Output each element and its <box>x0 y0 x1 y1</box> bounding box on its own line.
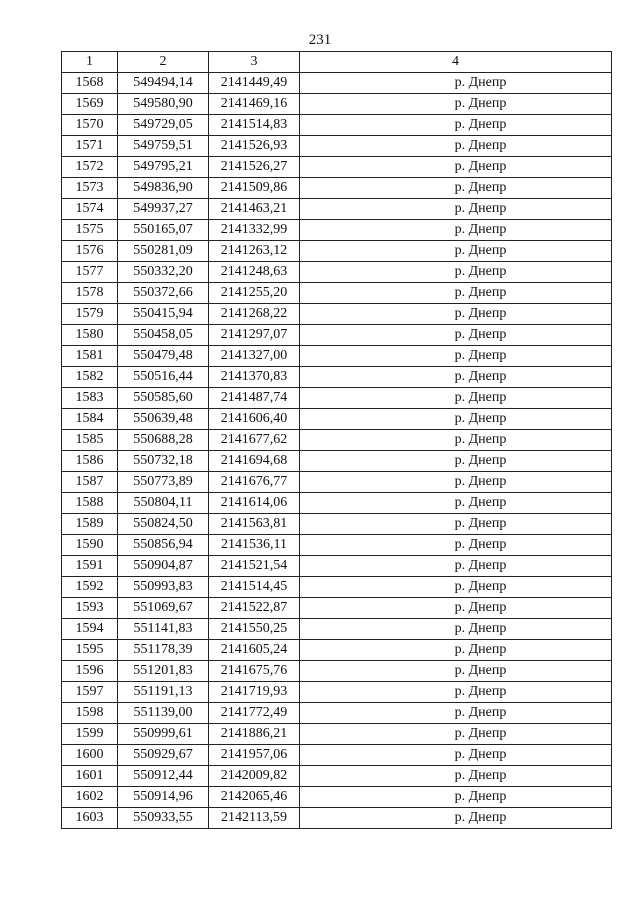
table-row <box>62 724 612 745</box>
description-cell: р. Днепр <box>300 325 612 346</box>
table-row <box>62 241 612 262</box>
x-coordinate-cell: 550516,44 <box>118 367 209 388</box>
row-number-cell: 1593 <box>62 598 118 619</box>
y-coordinate-cell: 2142065,46 <box>209 787 300 808</box>
description-cell: р. Днепр <box>300 283 612 304</box>
description-cell: р. Днепр <box>300 535 612 556</box>
y-coordinate-cell: 2141514,83 <box>209 115 300 136</box>
x-coordinate-cell: 551069,67 <box>118 598 209 619</box>
y-coordinate-cell: 2141719,93 <box>209 682 300 703</box>
row-number-cell: 1587 <box>62 472 118 493</box>
row-number-cell: 1569 <box>62 94 118 115</box>
table-row <box>62 409 612 430</box>
table-body <box>62 73 612 829</box>
table-row <box>62 136 612 157</box>
y-coordinate-cell: 2141332,99 <box>209 220 300 241</box>
description-cell: р. Днепр <box>300 136 612 157</box>
x-coordinate-cell: 549729,05 <box>118 115 209 136</box>
x-coordinate-cell: 549795,21 <box>118 157 209 178</box>
y-coordinate-cell: 2142113,59 <box>209 808 300 829</box>
y-coordinate-cell: 2141469,16 <box>209 94 300 115</box>
row-number-cell: 1576 <box>62 241 118 262</box>
row-number-cell: 1586 <box>62 451 118 472</box>
description-cell: р. Днепр <box>300 745 612 766</box>
y-coordinate-cell: 2141676,77 <box>209 472 300 493</box>
description-cell: р. Днепр <box>300 220 612 241</box>
description-cell: р. Днепр <box>300 682 612 703</box>
table-row <box>62 325 612 346</box>
x-coordinate-cell: 550999,61 <box>118 724 209 745</box>
row-number-cell: 1585 <box>62 430 118 451</box>
y-coordinate-cell: 2141263,12 <box>209 241 300 262</box>
y-coordinate-cell: 2141255,20 <box>209 283 300 304</box>
table-row <box>62 787 612 808</box>
table-row <box>62 115 612 136</box>
y-coordinate-cell: 2141327,00 <box>209 346 300 367</box>
row-number-cell: 1595 <box>62 640 118 661</box>
description-cell: р. Днепр <box>300 514 612 535</box>
table-row <box>62 430 612 451</box>
table-row <box>62 766 612 787</box>
x-coordinate-cell: 549759,51 <box>118 136 209 157</box>
description-cell: р. Днепр <box>300 178 612 199</box>
x-coordinate-cell: 551141,83 <box>118 619 209 640</box>
x-coordinate-cell: 550904,87 <box>118 556 209 577</box>
row-number-cell: 1581 <box>62 346 118 367</box>
y-coordinate-cell: 2141509,86 <box>209 178 300 199</box>
table-row <box>62 220 612 241</box>
row-number-cell: 1603 <box>62 808 118 829</box>
row-number-cell: 1577 <box>62 262 118 283</box>
table-row <box>62 346 612 367</box>
x-coordinate-cell: 550856,94 <box>118 535 209 556</box>
y-coordinate-cell: 2141526,27 <box>209 157 300 178</box>
row-number-cell: 1573 <box>62 178 118 199</box>
row-number-cell: 1599 <box>62 724 118 745</box>
description-cell: р. Днепр <box>300 808 612 829</box>
description-cell: р. Днепр <box>300 94 612 115</box>
x-coordinate-cell: 550639,48 <box>118 409 209 430</box>
y-coordinate-cell: 2141463,21 <box>209 199 300 220</box>
x-coordinate-cell: 551191,13 <box>118 682 209 703</box>
row-number-cell: 1584 <box>62 409 118 430</box>
x-coordinate-cell: 550688,28 <box>118 430 209 451</box>
description-cell: р. Днепр <box>300 304 612 325</box>
y-coordinate-cell: 2141514,45 <box>209 577 300 598</box>
table-row <box>62 157 612 178</box>
y-coordinate-cell: 2141550,25 <box>209 619 300 640</box>
x-coordinate-cell: 550372,66 <box>118 283 209 304</box>
description-cell: р. Днепр <box>300 766 612 787</box>
y-coordinate-cell: 2141772,49 <box>209 703 300 724</box>
description-cell: р. Днепр <box>300 703 612 724</box>
row-number-cell: 1601 <box>62 766 118 787</box>
y-coordinate-cell: 2141487,74 <box>209 388 300 409</box>
row-number-cell: 1578 <box>62 283 118 304</box>
table-row <box>62 619 612 640</box>
row-number-cell: 1582 <box>62 367 118 388</box>
x-coordinate-cell: 550933,55 <box>118 808 209 829</box>
y-coordinate-cell: 2141957,06 <box>209 745 300 766</box>
table-row <box>62 598 612 619</box>
y-coordinate-cell: 2141886,21 <box>209 724 300 745</box>
row-number-cell: 1570 <box>62 115 118 136</box>
row-number-cell: 1602 <box>62 787 118 808</box>
page-number: 231 <box>308 32 332 48</box>
x-coordinate-cell: 551178,39 <box>118 640 209 661</box>
table-row <box>62 577 612 598</box>
table-row <box>62 493 612 514</box>
description-cell: р. Днепр <box>300 262 612 283</box>
description-cell: р. Днепр <box>300 661 612 682</box>
y-coordinate-cell: 2141606,40 <box>209 409 300 430</box>
row-number-cell: 1594 <box>62 619 118 640</box>
y-coordinate-cell: 2141694,68 <box>209 451 300 472</box>
row-number-cell: 1598 <box>62 703 118 724</box>
y-coordinate-cell: 2141563,81 <box>209 514 300 535</box>
y-coordinate-cell: 2141526,93 <box>209 136 300 157</box>
row-number-cell: 1580 <box>62 325 118 346</box>
table-row <box>62 94 612 115</box>
x-coordinate-cell: 550912,44 <box>118 766 209 787</box>
table-row <box>62 178 612 199</box>
x-coordinate-cell: 549836,90 <box>118 178 209 199</box>
x-coordinate-cell: 550824,50 <box>118 514 209 535</box>
table-row <box>62 808 612 829</box>
table-row <box>62 556 612 577</box>
column-header-x: 2 <box>118 52 209 73</box>
description-cell: р. Днепр <box>300 640 612 661</box>
column-header-number: 1 <box>62 52 118 73</box>
x-coordinate-cell: 550165,07 <box>118 220 209 241</box>
column-header-description: 4 <box>300 52 612 73</box>
table-row <box>62 745 612 766</box>
row-number-cell: 1590 <box>62 535 118 556</box>
table-row <box>62 73 612 94</box>
x-coordinate-cell: 550914,96 <box>118 787 209 808</box>
description-cell: р. Днепр <box>300 493 612 514</box>
y-coordinate-cell: 2141614,06 <box>209 493 300 514</box>
description-cell: р. Днепр <box>300 451 612 472</box>
table-row <box>62 640 612 661</box>
description-cell: р. Днепр <box>300 157 612 178</box>
description-cell: р. Днепр <box>300 241 612 262</box>
description-cell: р. Днепр <box>300 430 612 451</box>
description-cell: р. Днепр <box>300 556 612 577</box>
row-number-cell: 1589 <box>62 514 118 535</box>
row-number-cell: 1579 <box>62 304 118 325</box>
row-number-cell: 1591 <box>62 556 118 577</box>
row-number-cell: 1575 <box>62 220 118 241</box>
table-row <box>62 472 612 493</box>
x-coordinate-cell: 550804,11 <box>118 493 209 514</box>
table-row <box>62 682 612 703</box>
x-coordinate-cell: 550773,89 <box>118 472 209 493</box>
table-row <box>62 367 612 388</box>
table-row <box>62 514 612 535</box>
table-row <box>62 535 612 556</box>
description-cell: р. Днепр <box>300 724 612 745</box>
row-number-cell: 1597 <box>62 682 118 703</box>
row-number-cell: 1572 <box>62 157 118 178</box>
column-header-y: 3 <box>209 52 300 73</box>
row-number-cell: 1574 <box>62 199 118 220</box>
x-coordinate-cell: 549937,27 <box>118 199 209 220</box>
description-cell: р. Днепр <box>300 73 612 94</box>
y-coordinate-cell: 2141536,11 <box>209 535 300 556</box>
row-number-cell: 1583 <box>62 388 118 409</box>
y-coordinate-cell: 2141677,62 <box>209 430 300 451</box>
x-coordinate-cell: 550332,20 <box>118 262 209 283</box>
description-cell: р. Днепр <box>300 367 612 388</box>
y-coordinate-cell: 2141675,76 <box>209 661 300 682</box>
table-row <box>62 304 612 325</box>
description-cell: р. Днепр <box>300 577 612 598</box>
y-coordinate-cell: 2141297,07 <box>209 325 300 346</box>
y-coordinate-cell: 2141370,83 <box>209 367 300 388</box>
coordinates-table <box>61 51 612 829</box>
table-row <box>62 451 612 472</box>
description-cell: р. Днепр <box>300 388 612 409</box>
row-number-cell: 1592 <box>62 577 118 598</box>
table-row <box>62 262 612 283</box>
x-coordinate-cell: 550415,94 <box>118 304 209 325</box>
y-coordinate-cell: 2141605,24 <box>209 640 300 661</box>
description-cell: р. Днепр <box>300 598 612 619</box>
description-cell: р. Днепр <box>300 619 612 640</box>
x-coordinate-cell: 549580,90 <box>118 94 209 115</box>
x-coordinate-cell: 550281,09 <box>118 241 209 262</box>
description-cell: р. Днепр <box>300 787 612 808</box>
row-number-cell: 1571 <box>62 136 118 157</box>
table-row <box>62 283 612 304</box>
description-cell: р. Днепр <box>300 409 612 430</box>
y-coordinate-cell: 2141248,63 <box>209 262 300 283</box>
description-cell: р. Днепр <box>300 472 612 493</box>
y-coordinate-cell: 2141449,49 <box>209 73 300 94</box>
description-cell: р. Днепр <box>300 346 612 367</box>
table-row <box>62 388 612 409</box>
description-cell: р. Днепр <box>300 199 612 220</box>
y-coordinate-cell: 2141268,22 <box>209 304 300 325</box>
x-coordinate-cell: 550458,05 <box>118 325 209 346</box>
row-number-cell: 1568 <box>62 73 118 94</box>
x-coordinate-cell: 550993,83 <box>118 577 209 598</box>
row-number-cell: 1596 <box>62 661 118 682</box>
x-coordinate-cell: 549494,14 <box>118 73 209 94</box>
table-row <box>62 703 612 724</box>
x-coordinate-cell: 550732,18 <box>118 451 209 472</box>
x-coordinate-cell: 551201,83 <box>118 661 209 682</box>
table-row <box>62 661 612 682</box>
table-row <box>62 199 612 220</box>
y-coordinate-cell: 2141522,87 <box>209 598 300 619</box>
x-coordinate-cell: 550929,67 <box>118 745 209 766</box>
x-coordinate-cell: 551139,00 <box>118 703 209 724</box>
x-coordinate-cell: 550585,60 <box>118 388 209 409</box>
y-coordinate-cell: 2141521,54 <box>209 556 300 577</box>
row-number-cell: 1600 <box>62 745 118 766</box>
x-coordinate-cell: 550479,48 <box>118 346 209 367</box>
y-coordinate-cell: 2142009,82 <box>209 766 300 787</box>
row-number-cell: 1588 <box>62 493 118 514</box>
description-cell: р. Днепр <box>300 115 612 136</box>
table-header-row <box>62 52 612 73</box>
